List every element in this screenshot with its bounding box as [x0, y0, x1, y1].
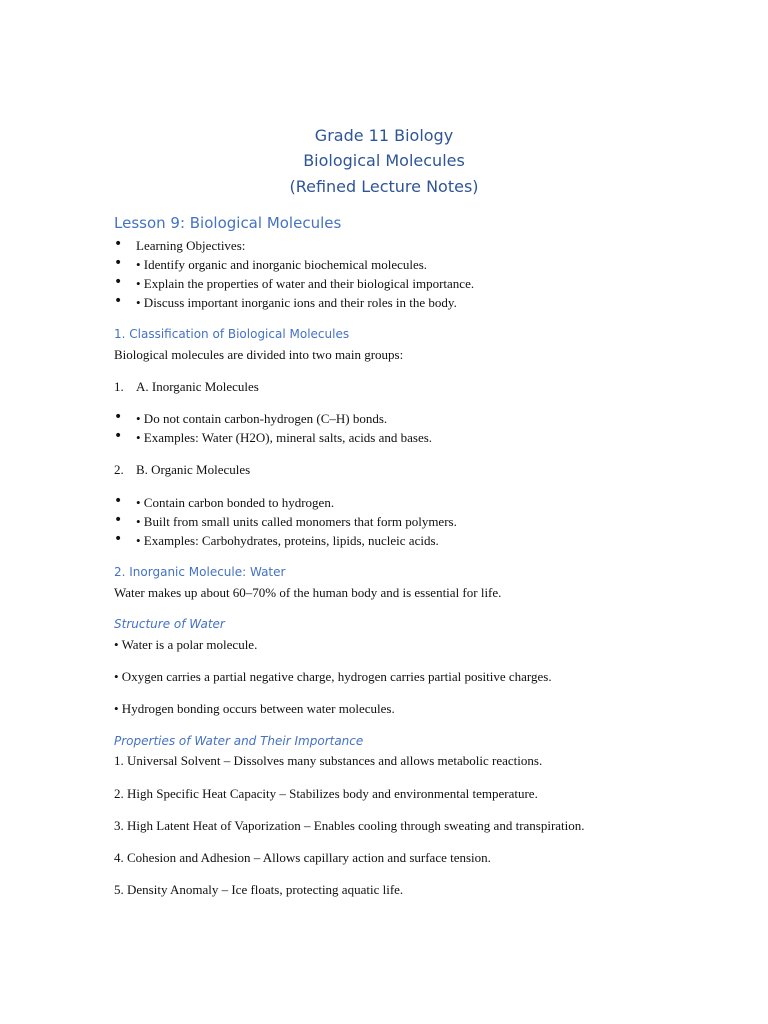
lesson-heading: Lesson 9: Biological Molecules [114, 214, 342, 232]
section-intro: Biological molecules are divided into two main groups: [114, 347, 404, 362]
objective-item: • Explain the properties of water and their biological importance. [136, 276, 475, 291]
bullet-icon: • [114, 293, 123, 309]
group-number: 1. [114, 379, 124, 394]
objective-item: • Identify organic and inorganic biochemical molecules. [136, 257, 428, 272]
bullet-icon: • [114, 409, 123, 425]
subsection-heading: Structure of Water [114, 617, 225, 631]
group-item: • Built from small units called monomers that form polymers. [136, 514, 457, 529]
structure-item: • Oxygen carries a partial negative charge, hydrogen carries partial positive charges. [114, 669, 552, 684]
bullet-icon: • [114, 531, 123, 547]
document-title-line1: Grade 11 Biology [314, 126, 454, 145]
section-heading: 2. Inorganic Molecule: Water [114, 565, 286, 579]
objective-item: • Discuss important inorganic ions and their roles in the body. [136, 295, 457, 310]
property-item: 1. Universal Solvent – Dissolves many substances and allows metabolic reactions. [114, 753, 543, 768]
subsection-heading: Properties of Water and Their Importance [114, 734, 364, 748]
bullet-icon: • [114, 236, 123, 252]
bullet-icon: • [114, 493, 123, 509]
bullet-icon: • [114, 255, 123, 271]
property-item: 3. High Latent Heat of Vaporization – Enables cooling through sweating and transpiration. [114, 818, 585, 833]
bullet-icon: • [114, 428, 123, 444]
group-label: A. Inorganic Molecules [136, 379, 259, 394]
property-item: 4. Cohesion and Adhesion – Allows capillary action and surface tension. [114, 850, 491, 865]
document-title-line2: Biological Molecules [303, 151, 465, 170]
property-item: 2. High Specific Heat Capacity – Stabilizes body and environmental temperature. [114, 786, 538, 801]
section-intro: Water makes up about 60–70% of the human body and is essential for life. [114, 585, 502, 600]
structure-item: • Water is a polar molecule. [114, 637, 258, 652]
group-item: • Examples: Carbohydrates, proteins, lipids, nucleic acids. [136, 533, 439, 548]
document-title-line3: (Refined Lecture Notes) [289, 177, 479, 196]
group-item: • Examples: Water (H2O), mineral salts, acids and bases. [136, 430, 433, 445]
objective-item: Learning Objectives: [136, 238, 246, 253]
structure-item: • Hydrogen bonding occurs between water molecules. [114, 701, 395, 716]
property-item: 5. Density Anomaly – Ice floats, protecting aquatic life. [114, 882, 404, 897]
section-heading: 1. Classification of Biological Molecules [114, 327, 350, 341]
group-label: B. Organic Molecules [136, 462, 251, 477]
bullet-icon: • [114, 512, 123, 528]
group-item: • Do not contain carbon-hydrogen (C–H) bonds. [136, 411, 388, 426]
group-item: • Contain carbon bonded to hydrogen. [136, 495, 335, 510]
bullet-icon: • [114, 274, 123, 290]
group-number: 2. [114, 462, 124, 477]
